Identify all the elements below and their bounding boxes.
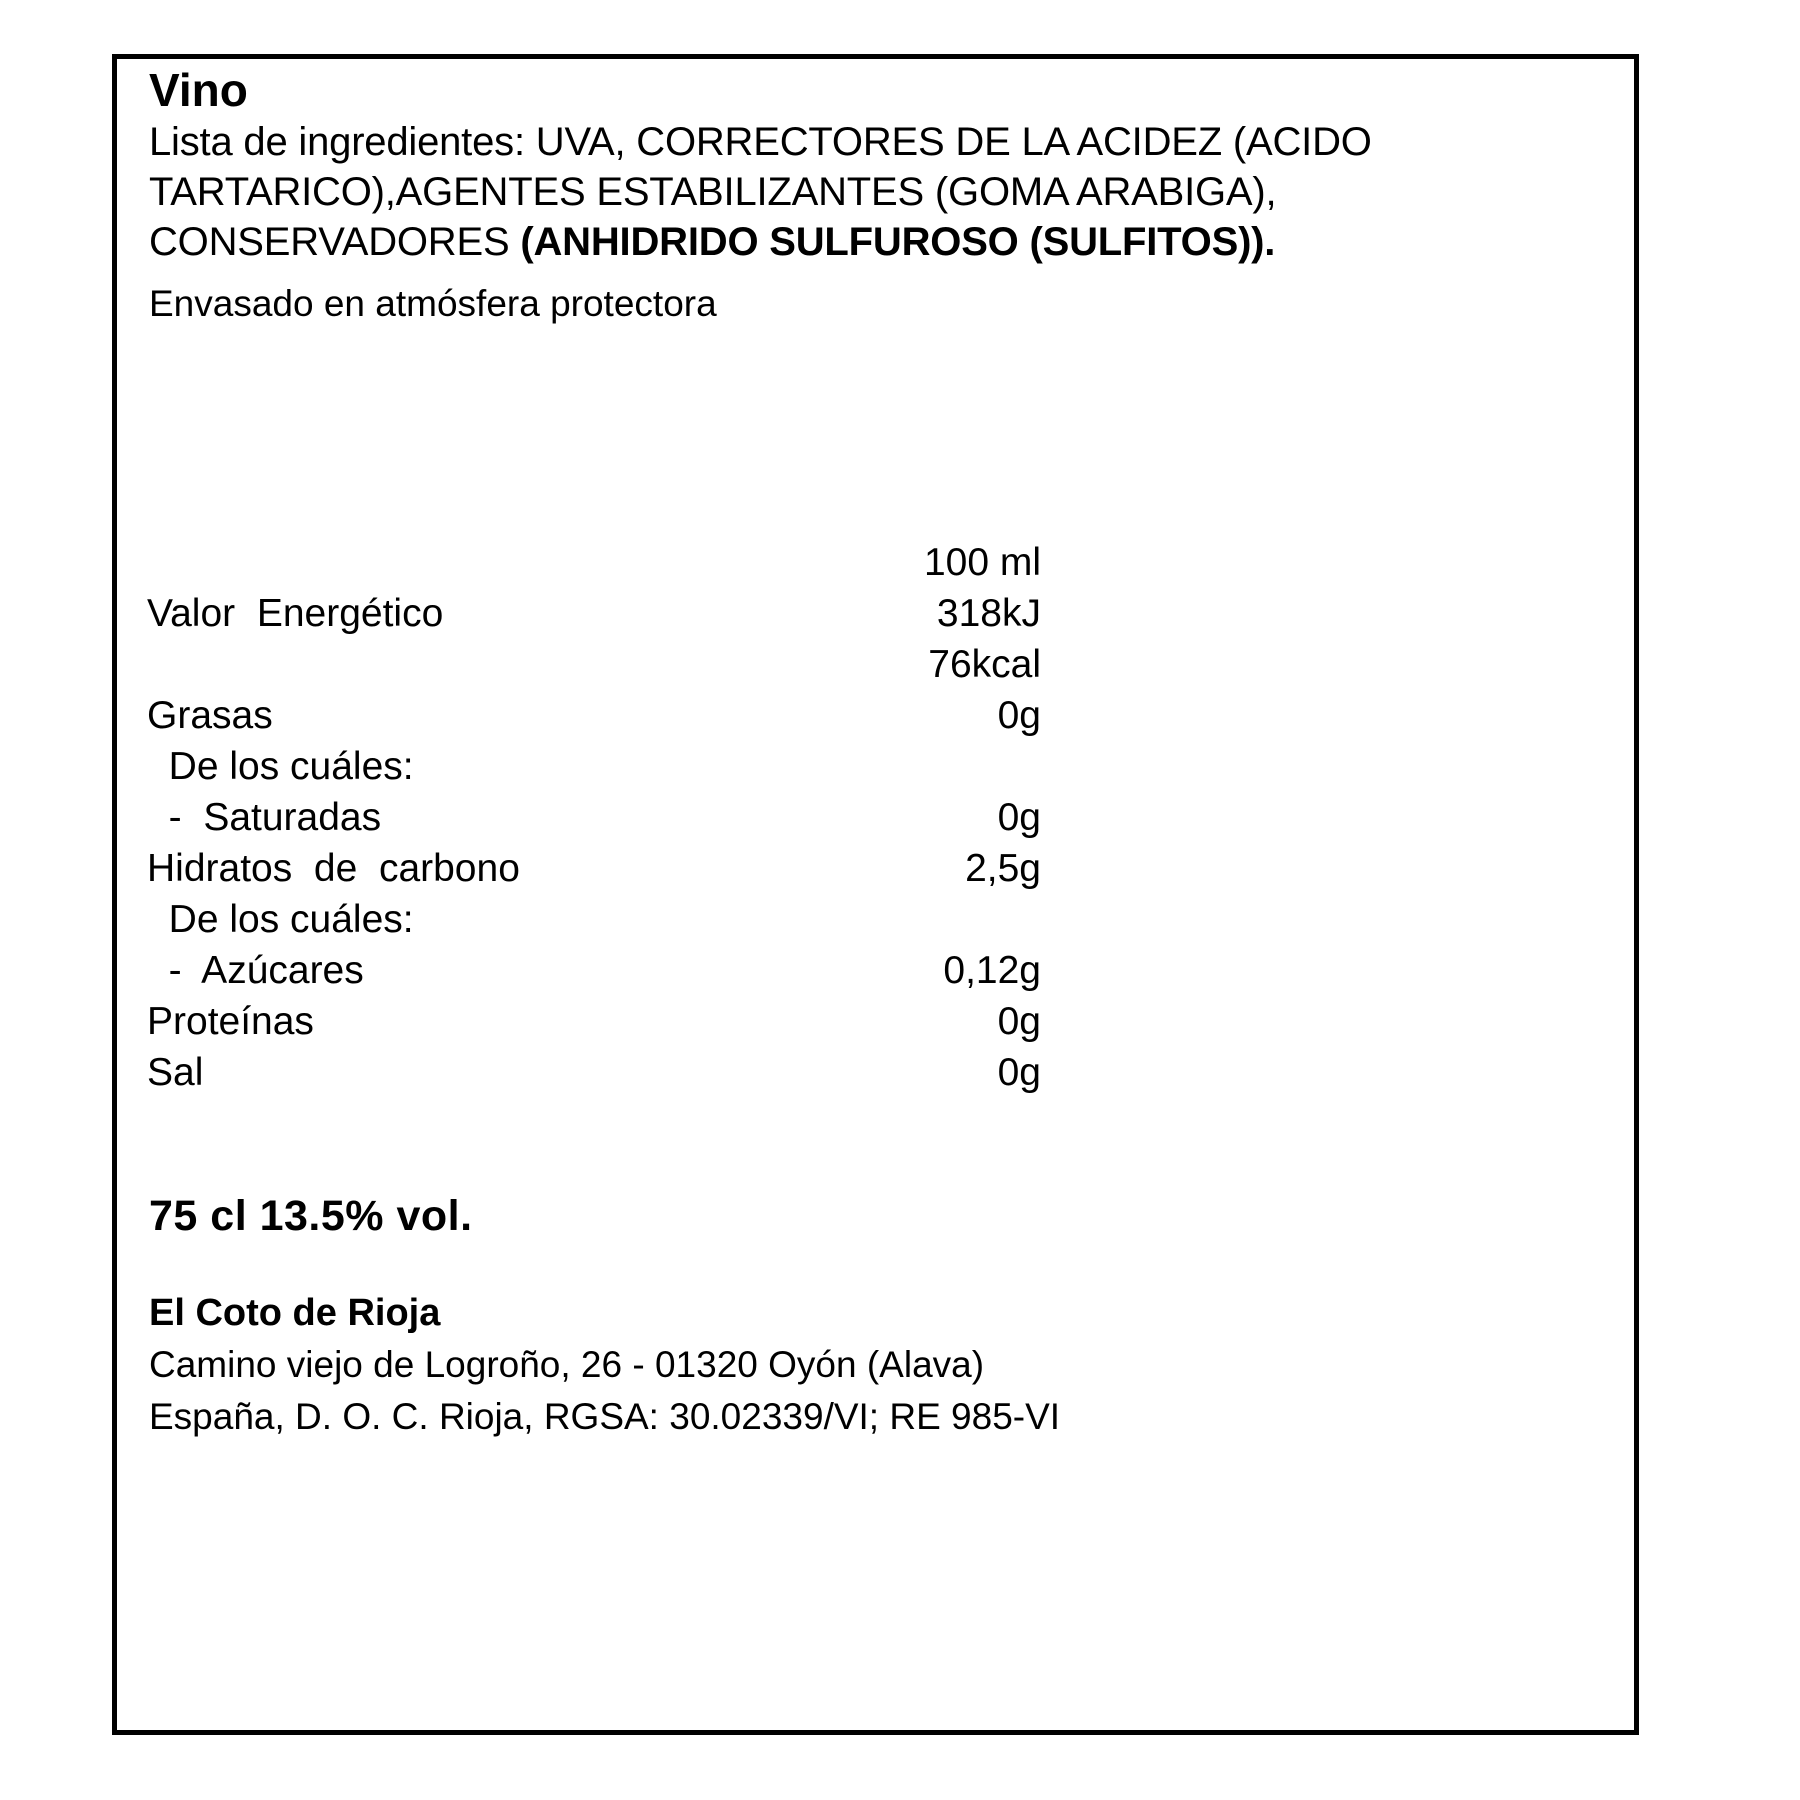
producer-registry: España, D. O. C. Rioja, RGSA: 30.02339/VI; RE 985-VI [149, 1396, 1061, 1437]
nutrient-label: De los cuáles: [147, 745, 414, 788]
volume-abv: 75 cl 13.5% vol. [149, 1192, 473, 1240]
table-row [147, 894, 1057, 945]
ingredients-paragraph [149, 117, 1609, 267]
table-row [147, 945, 1057, 996]
nutrient-value: 0g [997, 1051, 1041, 1094]
serving-header: 100 ml [923, 541, 1041, 584]
nutrient-value: 318kJ [936, 592, 1041, 635]
nutrient-label: Grasas [147, 694, 273, 737]
nutrient-header [147, 537, 777, 588]
producer-name: El Coto de Rioja [149, 1292, 441, 1334]
nutrient-label: - Saturadas [147, 796, 382, 839]
nutrient-value: 2,5g [965, 847, 1041, 890]
producer-block [149, 1287, 1060, 1443]
table-row [147, 639, 1057, 690]
nutrient-value: 76kcal [928, 643, 1041, 686]
page-title: Vino [149, 64, 248, 116]
nutrition-table-body [147, 588, 1057, 1098]
nutrient-label: Valor Energético [147, 592, 444, 635]
nutrient-value [777, 741, 1057, 792]
table-row [147, 741, 1057, 792]
nutrient-label: De los cuáles: [147, 898, 414, 941]
allergen-text: (ANHIDRIDO SULFUROSO (SULFITOS)). [520, 220, 1276, 264]
table-header-row [147, 537, 1057, 588]
table-row [147, 843, 1057, 894]
nutrition-table-head [147, 537, 1057, 588]
table-row [147, 690, 1057, 741]
nutrient-value: 0g [997, 694, 1041, 737]
nutrient-label [147, 639, 777, 690]
nutrient-value: 0,12g [943, 949, 1041, 992]
packaging-note: Envasado en atmósfera protectora [149, 283, 717, 324]
table-row [147, 588, 1057, 639]
nutrient-label: Hidratos de carbono [147, 847, 520, 890]
nutrient-label: Sal [147, 1051, 204, 1094]
table-row [147, 1047, 1057, 1098]
table-row [147, 996, 1057, 1047]
nutrient-value: 0g [997, 1000, 1041, 1043]
nutrient-label: Proteínas [147, 1000, 314, 1043]
ingredients-text: Lista de ingredientes: UVA, CORRECTORES DE LA ACIDEZ (ACIDO TARTARICO),AGENTES ESTABILIZANTES (GOMA ARABIGA), CONSERVADORES [149, 120, 1372, 264]
table-row [147, 792, 1057, 843]
nutrition-table [147, 537, 1057, 1098]
nutrient-label: - Azúcares [147, 949, 364, 992]
nutrient-value [777, 894, 1057, 945]
nutrition-label-frame [112, 54, 1639, 1735]
producer-address: Camino viejo de Logroño, 26 - 01320 Oyón (Alava) [149, 1344, 985, 1385]
nutrient-value: 0g [997, 796, 1041, 839]
